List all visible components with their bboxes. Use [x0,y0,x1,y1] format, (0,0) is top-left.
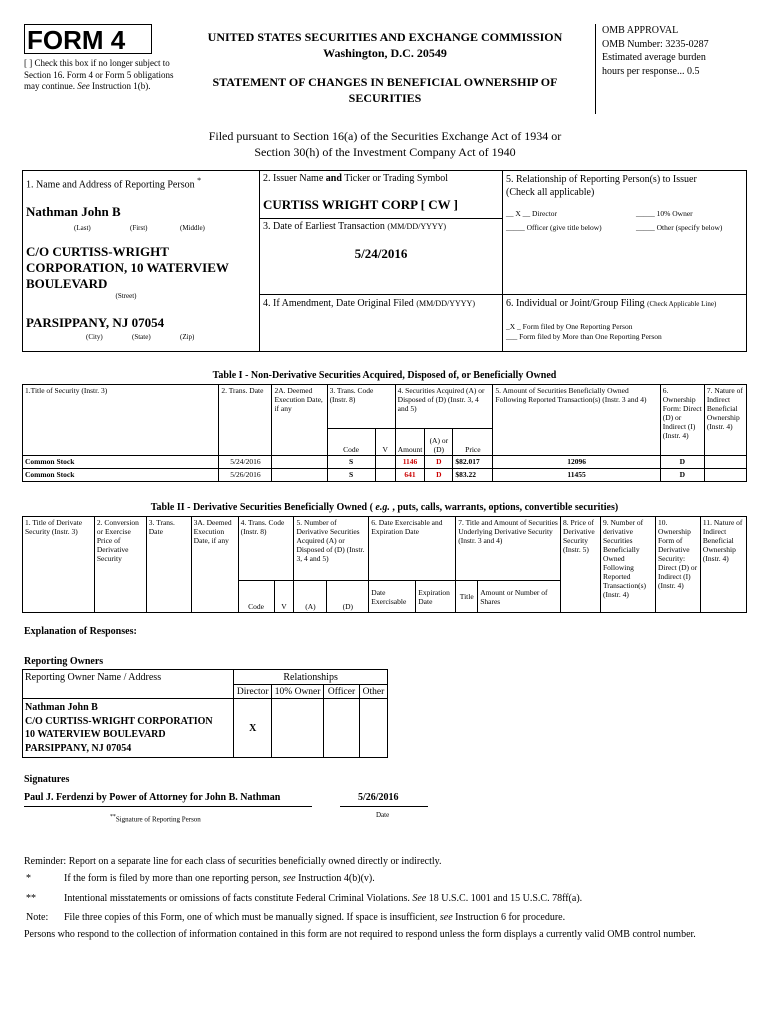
owners-col-director: Director [234,685,272,699]
middle-label: (Middle) [180,224,205,233]
box6-label: 6. Individual or Joint/Group Filing [506,298,645,309]
box1 [26,176,256,343]
zip-label: (Zip) [180,333,195,342]
t2-h-date: 3. Trans. Date [146,517,191,613]
top-hline-box4 [259,294,747,295]
top-divider-1 [259,170,260,352]
form-title: FORM 4 [27,25,126,55]
t1-r1-amount: 641 [395,469,425,482]
t2-h-underlying: 7. Title and Amount of Securities Underlying Derivative Security (Instr. 3 and 4) [456,517,561,581]
t2-h-v: V [274,581,294,613]
state-label: (State) [132,333,151,342]
street-line2: CORPORATION, 10 WATERVIEW [26,259,229,275]
reporter-name: Nathman John B [26,204,121,220]
filed-line2: Section 30(h) of the Investment Company Act of 1940 [254,144,516,159]
note1-text [64,872,375,886]
box2-label-a: 2. Issuer Name [263,173,324,184]
t1-h-v: V [375,429,395,456]
owner-director-mark: X [234,699,272,758]
top-divider-2 [502,170,503,352]
note2-mark: ** [26,892,36,904]
box5-label-1: 5. Relationship of Reporting Person(s) to Issuer [506,174,697,185]
t1-r1-date: 5/26/2016 [219,469,272,482]
t1-r0-aord: D [425,456,453,469]
table2-title-a: Table II - Derivative Securities Beneficially Owned ( [150,502,373,513]
owner-other-cell [360,699,388,758]
t1-r1-deemed [272,469,327,482]
t1-r0-amount: 1146 [395,456,425,469]
t2-h-exercisable: 6. Date Exercisable and Expiration Date [369,517,456,581]
omb-title: OMB APPROVAL [602,25,679,36]
location: Washington, D.C. 20549 [323,45,447,60]
t2-h-code: 4. Trans. Code (Instr. 8) [238,517,294,581]
first-label: (First) [130,224,148,233]
box4-label: 4. If Amendment, Date Original Filed [263,298,414,309]
owner-line-2: C/O CURTISS-WRIGHT CORPORATION [25,715,213,727]
signature-name: Paul J. Ferdenzi by Power of Attorney for John B. Nathman [24,792,281,803]
note2-see: See [412,892,427,904]
t1-r0-v [375,456,395,469]
last-label: (Last) [74,224,91,233]
box6 [506,298,746,342]
t1-h-code-sub: Code [327,429,375,456]
table2-title-eg: e.g. [375,502,390,513]
filed-line1: Filed pursuant to Section 16(a) of the Securities Exchange Act of 1934 or [208,129,562,143]
note3-b: Instruction 6 for procedure. [455,911,566,923]
t2-h-amount-shares: Amount or Number of Shares [478,581,561,613]
note1-b: Instruction 4(b)(v). [298,872,375,884]
t2-h-exp: Expiration Date [416,581,456,613]
t1-r1-form: D [660,469,704,482]
director-check: __ X __ Director [506,209,558,218]
omb-number: OMB Number: 3235-0287 [602,38,709,50]
owner-officer-cell [324,699,360,758]
t1-r1-price: $83.22 [453,469,493,482]
t1-h-owned: 5. Amount of Securities Beneficially Owned Following Reported Transaction(s) (Instr. 3 and 4) [493,385,660,456]
reminder: Reminder: Report on a separate line for each class of securities beneficially owned directly or indirectly. [24,856,442,867]
agency: UNITED STATES SECURITIES AND EXCHANGE COMMISSION [207,30,563,44]
owners-col-ten-pct: 10% Owner [272,685,324,699]
more-person-line: ___ Form filed by More than One Reporting Person [506,332,662,342]
officer-check: _____ Officer (give title below) [506,223,602,232]
table1-title: Table I - Non-Derivative Securities Acquired, Disposed of, or Beneficially Owned [212,370,557,381]
note1-mark: * [26,872,31,884]
table-row [23,469,747,482]
statement-line2: SECURITIES [348,90,422,105]
t2-h-ownership: 10. Ownership Form of Derivative Security: Direct (D) or Indirect (I) (Instr. 4) [655,517,700,613]
t1-h-title: 1.Title of Security (Instr. 3) [23,385,219,456]
t1-r0-date: 5/24/2016 [219,456,272,469]
box3 [263,221,499,262]
box2-label-b: Ticker or Trading Symbol [344,173,449,184]
box1-star: * [197,176,202,185]
omb-divider [595,24,596,114]
t1-h-date: 2. Trans. Date [219,385,272,456]
t1-h-nature: 7. Nature of Indirect Beneficial Ownership (Instr. 4) [704,385,746,456]
t2-h-d: (D) [327,581,369,613]
issuer-name: CURTISS WRIGHT CORP [ CW ] [263,197,458,212]
street-address [26,244,256,291]
omb-hours: hours per response... 0.5 [602,65,700,77]
t2-h-title: 1. Title of Derivate Security (Instr. 3) [23,517,95,613]
owner-ten-pct-cell [272,699,324,758]
t1-h-aord: (A) or (D) [425,429,453,456]
t2-h-title-sub: Title [456,581,478,613]
table2-title [22,502,747,513]
t1-h-price: Price [453,429,493,456]
t1-r0-owned: 12096 [493,456,660,469]
checkbox-text: [ ] Check this box if no longer subject to Section 16. Form 4 or Form 5 obligations may continue. [24,58,174,92]
note3-a: File three copies of this Form, one of which must be manually signed. If space is insufficient, [64,911,438,923]
box2-label-and: and [325,173,342,184]
date-line [340,806,428,807]
t1-r0-deemed [272,456,327,469]
checkbox-see: See [77,81,90,92]
t1-h-acquired: 4. Securities Acquired (A) or Disposed of (D) (Instr. 3, 4 and 5) [395,385,493,429]
sig-stars: ** [110,814,116,820]
owner-line-3: 10 WATERVIEW BOULEVARD [25,729,166,740]
t1-r0-price: $82.017 [453,456,493,469]
table-row [23,699,388,758]
box6-label-small: (Check Applicable Line) [647,300,717,308]
signature-caption [110,814,201,823]
owner-line-1: Nathman John B [25,702,98,713]
top-hline-box2 [259,218,502,219]
table2-title-b: , puts, calls, warrants, options, convertible securities) [392,502,619,513]
sig-label: Signature of Reporting Person [115,815,201,824]
filed-pursuant [100,129,670,160]
signatures-label: Signatures [24,774,70,785]
t2-h-a: (A) [294,581,327,613]
box4-format: (MM/DD/YYYY) [416,299,475,308]
earliest-date: 5/24/2016 [354,246,408,261]
note3-mark: Note: [26,911,49,923]
t2-h-deemed: 3A. Deemed Execution Date, if any [191,517,238,613]
owners-col-name: Reporting Owner Name / Address [23,670,234,699]
owner-name-address [23,699,234,758]
t1-h-form: 6. Ownership Form: Direct (D) or Indirect (I) (Instr. 4) [660,385,704,456]
note1-see: see [282,872,296,884]
t1-r0-nature [704,456,746,469]
t1-h-deemed: 2A. Deemed Execution Date, if any [272,385,327,456]
box5-label-2: (Check all applicable) [506,187,595,198]
omb-burden: Estimated average burden [602,52,706,63]
t1-h-amount: Amount [395,429,425,456]
note3-text [64,911,565,925]
signature-date: 5/26/2016 [358,792,399,803]
ten-pct-check: _____ 10% Owner [636,209,693,218]
t1-h-code: 3. Trans. Code (Instr. 8) [327,385,395,429]
owners-col-other: Other [360,685,388,699]
footer [24,855,754,941]
owners-table [22,669,388,758]
t1-r1-aord: D [425,469,453,482]
checkbox-note [24,58,174,93]
note2-a: Intentional misstatements or omissions of facts constitute Federal Criminal Violations. [64,892,410,904]
signature-line [24,806,312,807]
other-check: _____ Other (specify below) [636,223,723,232]
t1-r0-code: S [327,456,375,469]
checkbox-instr: Instruction 1(b). [92,81,151,92]
street-label: (Street) [115,292,137,301]
t1-r1-nature [704,469,746,482]
t2-h-price: 8. Price of Derivative Security (Instr. 5) [561,517,601,613]
t1-r0-form: D [660,456,704,469]
owners-col-officer: Officer [324,685,360,699]
note2-text [64,892,582,906]
table1 [22,384,747,482]
explanation-label: Explanation of Responses: [24,626,137,637]
one-person-line: _X _ Form filed by One Reporting Person [506,322,633,331]
statement-line1: STATEMENT OF CHANGES IN BENEFICIAL OWNERSHIP OF [212,75,558,90]
owner-line-4: PARSIPPANY, NJ 07054 [25,742,132,754]
table2 [22,516,747,613]
box5 [506,173,746,239]
t2-h-date-ex: Date Exercisable [369,581,416,613]
t1-r1-v [375,469,395,482]
note1-a: If the form is filed by more than one reporting person, [64,872,281,884]
note2-b: 18 U.S.C. 1001 and 15 U.S.C. 78ff(a). [428,892,583,904]
table-row [23,456,747,469]
t1-r0-title: Common Stock [23,456,219,469]
t1-r1-code: S [327,469,375,482]
agency-header [175,30,595,106]
t2-h-code-sub: Code [238,581,274,613]
note3-see: see [439,911,453,923]
persons-notice: Persons who respond to the collection of information contained in this form are not required to respond unless the form displays a currently valid OMB control number. [24,928,696,940]
t1-r1-owned: 11455 [493,469,660,482]
city-label: (City) [86,333,103,342]
t2-h-num-derivative: 9. Number of derivative Securities Beneficially Owned Following Reported Transaction(s) (Instr. 4) [600,517,655,613]
box4 [263,298,503,309]
box1-label: 1. Name and Address of Reporting Person [26,179,195,191]
box3-format: (MM/DD/YYYY) [387,222,447,231]
t2-h-number: 5. Number of Derivative Securities Acquired (A) or Disposed of (D) (Instr. 3, 4 and 5) [294,517,369,581]
omb-box [602,24,762,78]
street-line3: BOULEVARD [26,275,108,291]
street-line1: C/O CURTISS-WRIGHT [26,244,169,260]
owners-label: Reporting Owners [24,656,104,667]
form-title-box [24,24,152,54]
t2-h-nature: 11. Nature of Indirect Beneficial Ownership (Instr. 4) [700,517,746,613]
t2-h-conv: 2. Conversion or Exercise Price of Derivative Security [94,517,146,613]
t1-r1-title: Common Stock [23,469,219,482]
city-value: PARSIPPANY, NJ 07054 [26,315,165,331]
box2 [263,173,499,213]
box3-label: 3. Date of Earliest Transaction [263,221,385,232]
owners-relationships: Relationships [234,670,388,685]
date-caption: Date [376,811,390,819]
